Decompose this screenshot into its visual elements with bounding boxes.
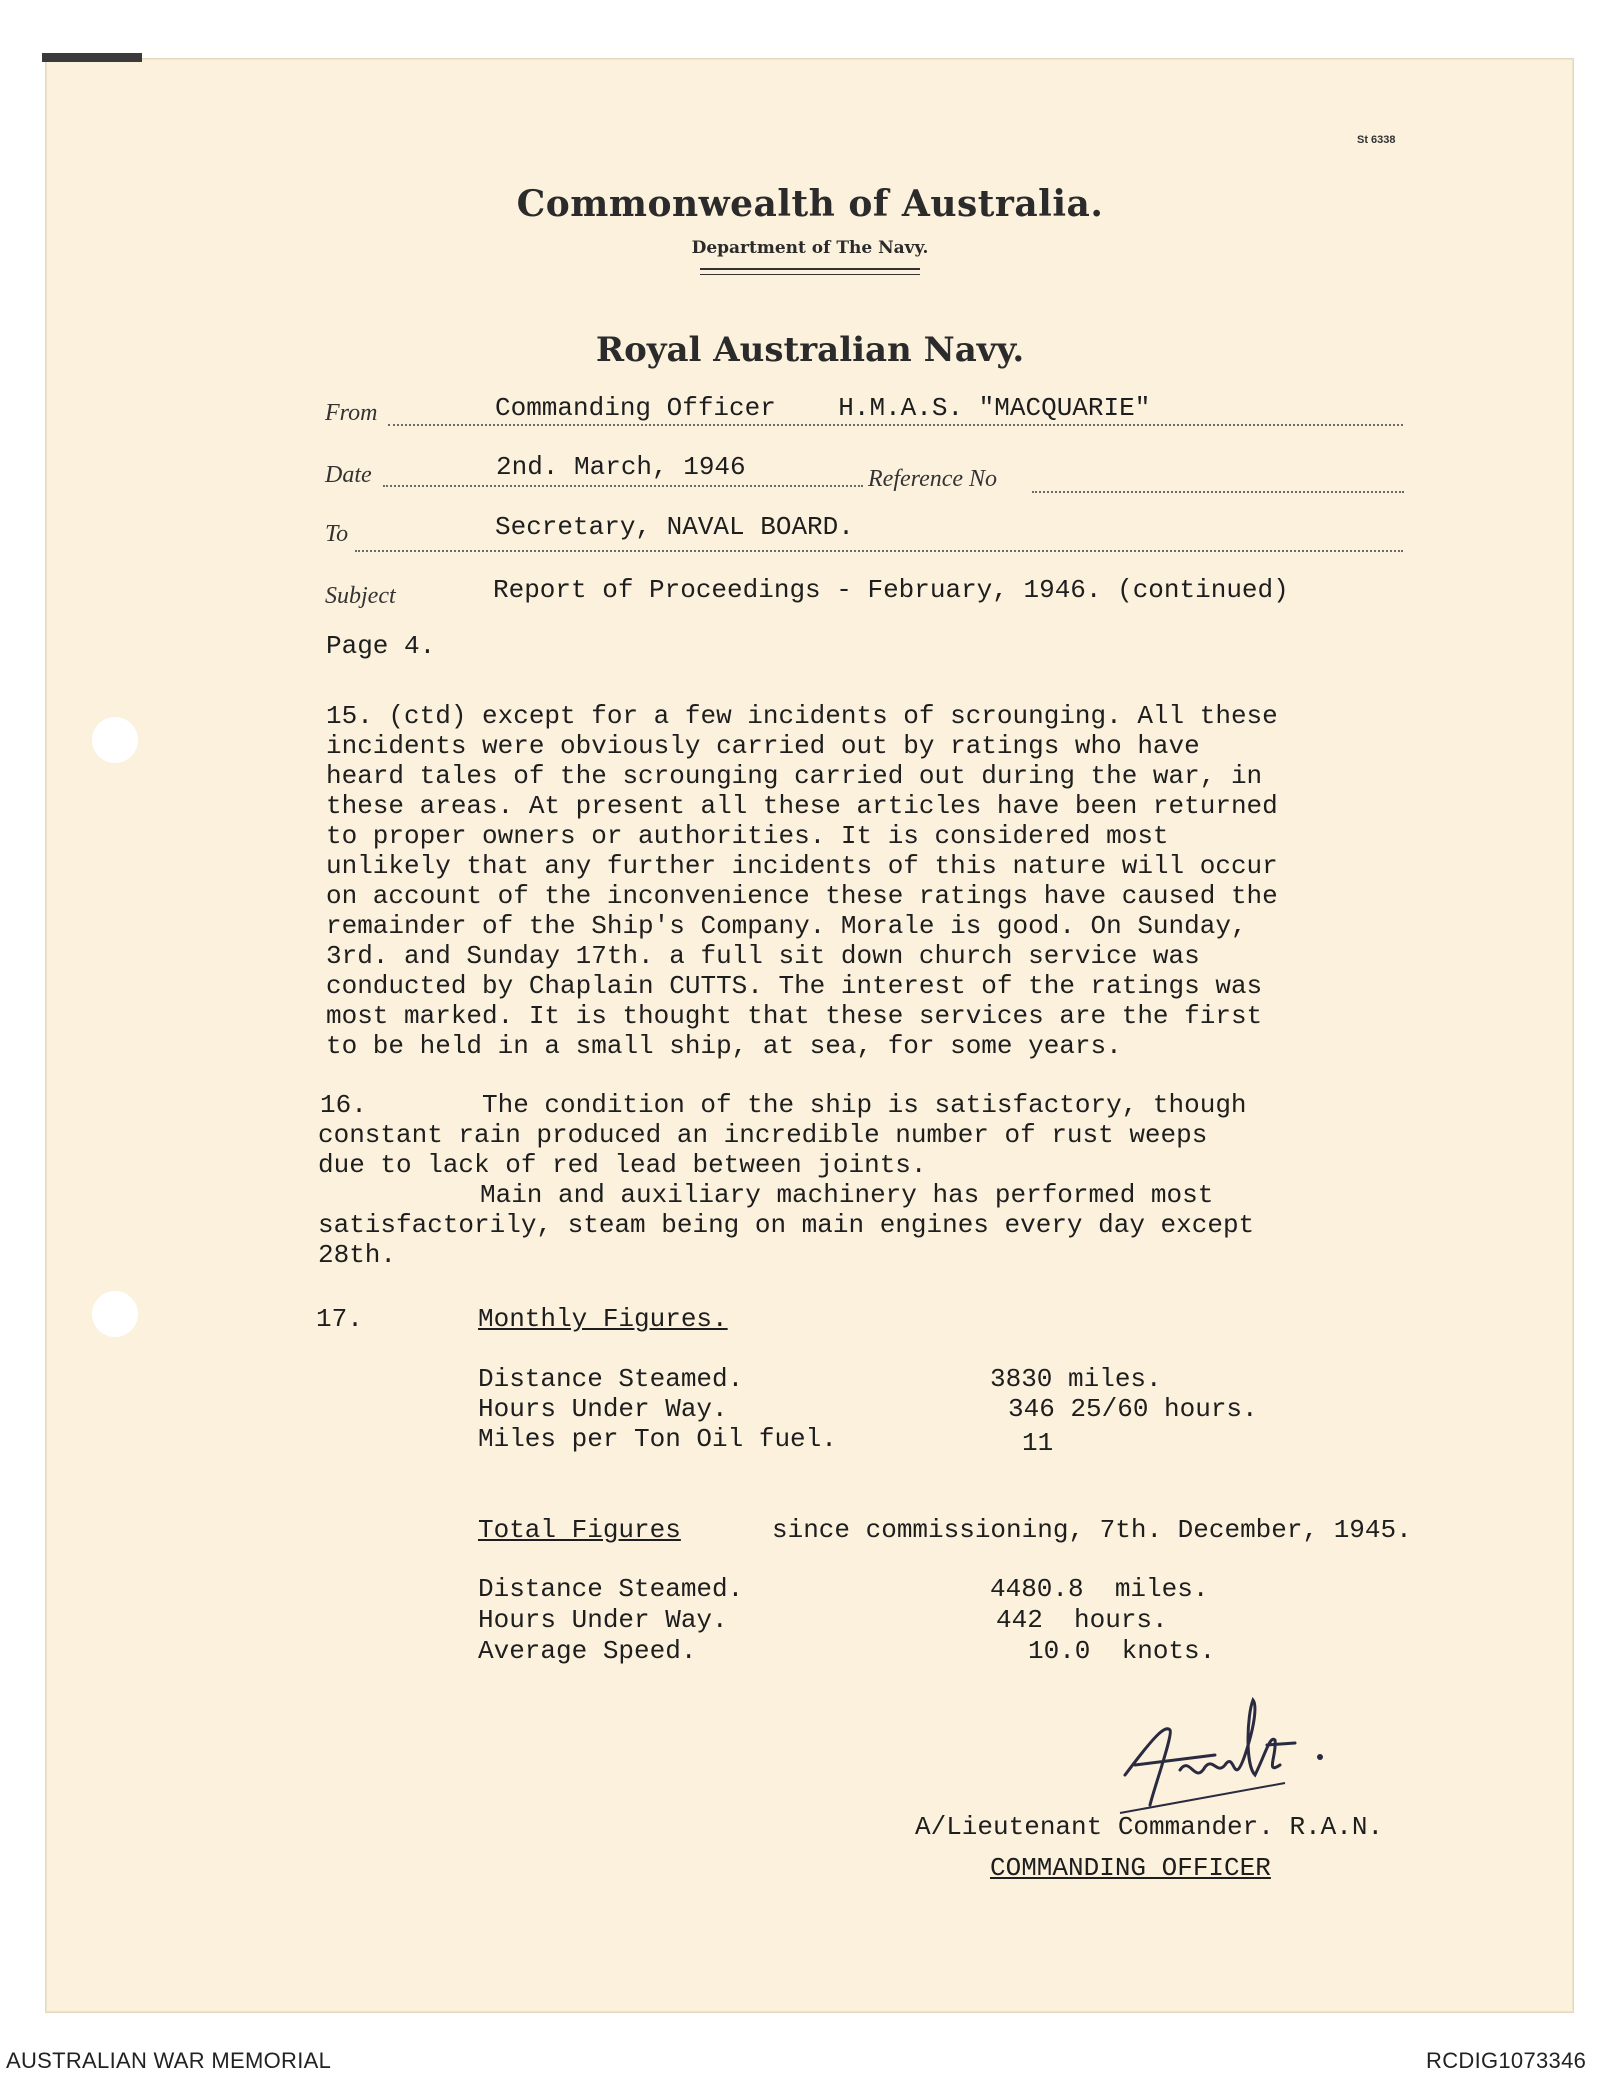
tape-mark bbox=[42, 53, 142, 62]
to-label: To bbox=[325, 521, 349, 547]
para16-line: due to lack of red lead between joints. bbox=[318, 1150, 927, 1180]
reference-label: Reference No bbox=[868, 466, 998, 492]
para15-line: most marked. It is thought that these services are the first bbox=[326, 1001, 1263, 1031]
para16-line: constant rain produced an incredible number of rust weeps bbox=[318, 1120, 1208, 1150]
para15-line: conducted by Chaplain CUTTS. The interest of the ratings was bbox=[326, 971, 1263, 1001]
to-line bbox=[355, 550, 1403, 552]
para16-line: satisfactorily, steam being on main engines every day except bbox=[318, 1210, 1255, 1240]
para16-number: 16. bbox=[320, 1090, 367, 1120]
from-label: From bbox=[325, 400, 378, 426]
para16-line: 28th. bbox=[318, 1240, 397, 1270]
monthly-label: Distance Steamed. bbox=[478, 1364, 744, 1394]
total-value: 442 hours. bbox=[996, 1605, 1168, 1635]
monthly-figures-heading: Monthly Figures. bbox=[478, 1304, 728, 1334]
from-value: Commanding Officer H.M.A.S. "MACQUARIE" bbox=[495, 393, 1151, 423]
para15-line: to be held in a small ship, at sea, for some years. bbox=[326, 1031, 1122, 1061]
footer-archive-name: AUSTRALIAN WAR MEMORIAL bbox=[6, 2048, 332, 2073]
para16-line: The condition of the ship is satisfactory, though bbox=[482, 1090, 1247, 1120]
subject-value: Report of Proceedings - February, 1946. (continued) bbox=[493, 575, 1289, 605]
reference-line bbox=[1032, 491, 1404, 493]
punch-hole-top bbox=[92, 717, 138, 763]
para15-line: to proper owners or authorities. It is considered most bbox=[326, 821, 1169, 851]
subject-label: Subject bbox=[325, 583, 396, 609]
letterhead-rule bbox=[700, 268, 920, 270]
para15-line: these areas. At present all these articles have been returned bbox=[326, 791, 1278, 821]
monthly-label: Hours Under Way. bbox=[478, 1394, 728, 1424]
para15-line: incidents were obviously carried out by ratings who have bbox=[326, 731, 1200, 761]
para15-line: 3rd. and Sunday 17th. a full sit down church service was bbox=[326, 941, 1200, 971]
letterhead-department: Department of The Navy. bbox=[691, 238, 929, 258]
total-value: 10.0 knots. bbox=[1028, 1636, 1216, 1666]
monthly-value: 11 bbox=[1022, 1428, 1054, 1458]
total-figures-heading: Total Figures bbox=[478, 1515, 681, 1545]
date-line bbox=[383, 485, 863, 487]
para15-line: remainder of the Ship's Company. Morale is good. On Sunday, bbox=[326, 911, 1247, 941]
date-value: 2nd. March, 1946 bbox=[496, 452, 746, 482]
total-label: Hours Under Way. bbox=[478, 1605, 728, 1635]
date-label: Date bbox=[325, 462, 372, 488]
para15-line: unlikely that any further incidents of this nature will occur bbox=[326, 851, 1278, 881]
monthly-value: 3830 miles. bbox=[990, 1364, 1162, 1394]
para15-line: on account of the inconvenience these ratings have caused the bbox=[326, 881, 1278, 911]
letterhead-service: Royal Australian Navy. bbox=[595, 330, 1025, 370]
signatory-rank: A/Lieutenant Commander. R.A.N. bbox=[915, 1812, 1384, 1842]
to-value: Secretary, NAVAL BOARD. bbox=[495, 512, 854, 542]
page-reference: Page 4. bbox=[326, 631, 436, 661]
total-label: Distance Steamed. bbox=[478, 1574, 744, 1604]
para15-line: 15. (ctd) except for a few incidents of scrounging. All these bbox=[326, 701, 1278, 731]
letterhead-rule-2 bbox=[700, 274, 920, 275]
para15-line: heard tales of the scrounging carried out during the war, in bbox=[326, 761, 1263, 791]
form-number: St 6338 bbox=[1357, 134, 1396, 146]
total-label: Average Speed. bbox=[478, 1636, 697, 1666]
monthly-label: Miles per Ton Oil fuel. bbox=[478, 1424, 837, 1454]
total-value: 4480.8 miles. bbox=[990, 1574, 1209, 1604]
punch-hole-bottom bbox=[92, 1291, 138, 1337]
monthly-value: 346 25/60 hours. bbox=[1008, 1394, 1258, 1424]
footer-record-id: RCDIG1073346 bbox=[1426, 2048, 1587, 2073]
letterhead-title: Commonwealth of Australia. bbox=[516, 183, 1104, 225]
para16-line: Main and auxiliary machinery has performed most bbox=[480, 1180, 1214, 1210]
signatory-title: COMMANDING OFFICER bbox=[990, 1853, 1271, 1883]
para17-number: 17. bbox=[316, 1304, 363, 1334]
total-figures-since: since commissioning, 7th. December, 1945. bbox=[772, 1515, 1412, 1545]
from-line bbox=[388, 424, 1403, 426]
